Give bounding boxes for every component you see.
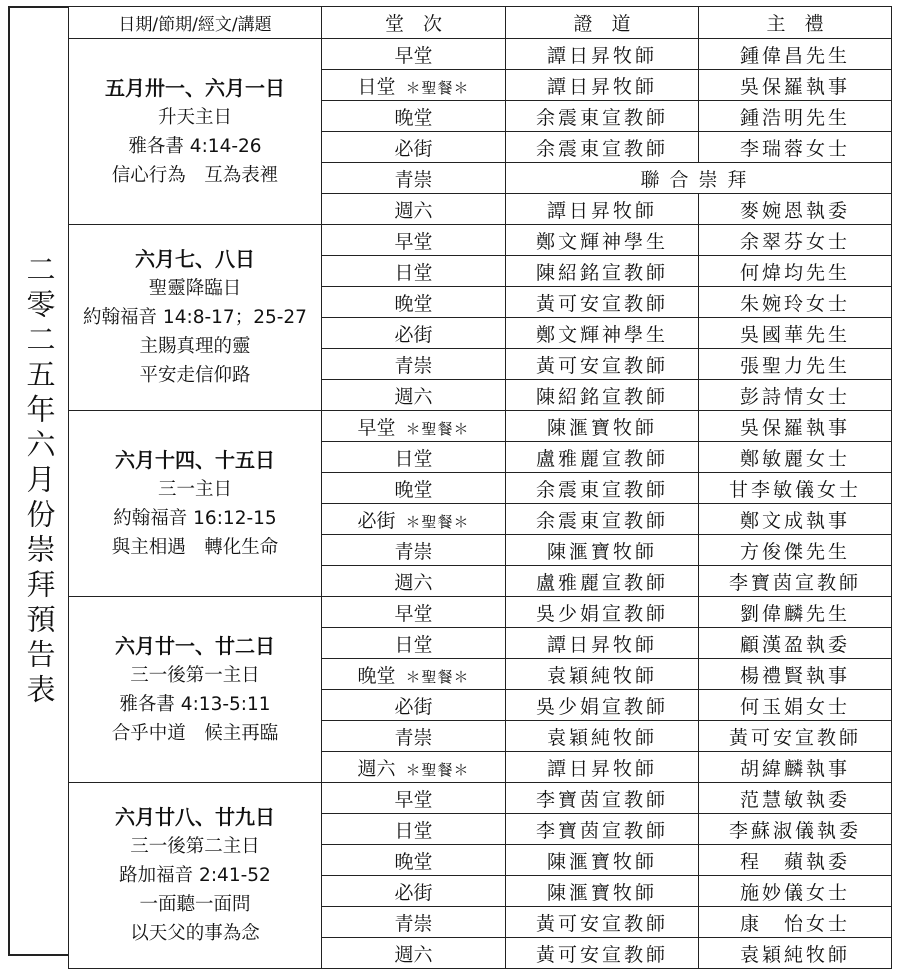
- host-cell: 李瑞蓉女士: [699, 132, 892, 163]
- week-detail-line: 平安走信仰路: [139, 365, 251, 386]
- service-cell: [322, 473, 506, 504]
- table-row: [69, 597, 892, 628]
- host-cell: 鄭敏麗女士: [699, 442, 892, 473]
- host-cell: 朱婉玲女士: [699, 287, 892, 318]
- service-name: 青崇: [394, 912, 433, 935]
- service-cell: [322, 721, 506, 752]
- preacher-cell: 袁穎純牧師: [506, 659, 699, 690]
- worship-schedule-table: [68, 6, 892, 969]
- preacher-cell: 譚日昇牧師: [506, 39, 699, 70]
- week-detail-line: 合乎中道 候主再臨: [111, 722, 279, 744]
- week-detail-line: 路加福音 2:41-52: [119, 865, 271, 886]
- host-cell: 程 蘋執委: [699, 845, 892, 876]
- preacher-cell: 黃可安宣教師: [506, 287, 699, 318]
- service-cell: [322, 845, 506, 876]
- service-cell: [322, 39, 506, 70]
- week-date: 六月七、八日: [135, 247, 255, 271]
- week-date: 五月卅一、六月一日: [105, 75, 285, 100]
- side-title-box: [8, 6, 68, 956]
- week-detail-line: 三一後第二主日: [130, 836, 260, 857]
- preacher-cell: 陳滙寶牧師: [506, 876, 699, 907]
- schedule-body: [69, 39, 892, 969]
- week-detail-line: 以天父的事為念: [130, 923, 260, 944]
- week-detail-line: 升天主日: [157, 106, 232, 128]
- host-cell: 劉偉麟先生: [699, 597, 892, 628]
- week-detail-line: 信心行為 互為表裡: [111, 164, 279, 186]
- service-cell: [322, 597, 506, 628]
- service-name: 早堂: [394, 788, 433, 811]
- service-name: 早堂: [394, 602, 433, 625]
- preacher-cell: 黃可安宣教師: [506, 907, 699, 938]
- service-name: 晚堂: [394, 292, 433, 315]
- preacher-cell: 吳少娟宣教師: [506, 597, 699, 628]
- week-date-cell: [69, 783, 322, 969]
- communion-mark: ＊聖餐＊: [405, 760, 470, 779]
- side-title: 二零二五年六月份崇拜預告表: [22, 253, 57, 709]
- service-cell: [322, 70, 506, 101]
- host-cell: 甘李敏儀女士: [699, 473, 892, 504]
- merged-service-cell: 聯合崇拜: [506, 163, 892, 194]
- host-cell: 李蘇淑儀執委: [699, 814, 892, 845]
- host-cell: 黃可安宣教師: [699, 721, 892, 752]
- host-cell: 何煒均先生: [699, 256, 892, 287]
- host-cell: 余翠芬女士: [699, 225, 892, 256]
- preacher-cell: 鄭文輝神學生: [506, 318, 699, 349]
- host-cell: 何玉娟女士: [699, 690, 892, 721]
- host-cell: 康 怡女士: [699, 907, 892, 938]
- preacher-cell: 李寶茵宣教師: [506, 814, 699, 845]
- preacher-cell: 盧雅麗宣教師: [506, 442, 699, 473]
- header-row: [69, 7, 892, 39]
- service-cell: [322, 783, 506, 814]
- host-cell: 吳保羅執事: [699, 70, 892, 101]
- week-detail-line: 三一後第一主日: [130, 664, 260, 686]
- service-name: 早堂: [357, 416, 396, 439]
- host-cell: 張聖力先生: [699, 349, 892, 380]
- week-detail-line: 約翰福音 16:12-15: [113, 507, 277, 529]
- week-date: 六月十四、十五日: [115, 447, 275, 472]
- service-name: 青崇: [394, 726, 433, 749]
- communion-mark: ＊聖餐＊: [405, 512, 470, 531]
- service-name: 必街: [357, 509, 396, 532]
- week-date-cell: [69, 597, 322, 783]
- preacher-cell: 余震東宣教師: [506, 132, 699, 163]
- service-name: 青崇: [394, 354, 433, 377]
- service-cell: [322, 752, 506, 783]
- preacher-cell: 陳紹銘宣教師: [506, 380, 699, 411]
- preacher-cell: 譚日昇牧師: [506, 70, 699, 101]
- service-name: 青崇: [394, 540, 433, 563]
- preacher-cell: 陳滙寶牧師: [506, 535, 699, 566]
- service-name: 日堂: [394, 261, 433, 284]
- service-name: 日堂: [357, 75, 396, 98]
- service-cell: [322, 411, 506, 442]
- preacher-cell: 黃可安宣教師: [506, 938, 699, 969]
- preacher-cell: 吳少娟宣教師: [506, 690, 699, 721]
- preacher-cell: 袁穎純牧師: [506, 721, 699, 752]
- service-cell: [322, 349, 506, 380]
- preacher-cell: 譚日昇牧師: [506, 752, 699, 783]
- service-cell: [322, 659, 506, 690]
- preacher-cell: 李寶茵宣教師: [506, 783, 699, 814]
- week-date: 六月廿八、廿九日: [115, 805, 275, 829]
- week-detail-line: 主賜真理的靈: [139, 336, 251, 357]
- service-cell: [322, 132, 506, 163]
- host-cell: 顧漢盈執委: [699, 628, 892, 659]
- header-host: 主 禮: [699, 7, 892, 39]
- host-cell: 李寶茵宣教師: [699, 566, 892, 597]
- communion-mark: ＊聖餐＊: [405, 78, 470, 97]
- preacher-cell: 余震東宣教師: [506, 504, 699, 535]
- week-detail-line: 約翰福音 14:8-17；25-27: [83, 307, 307, 328]
- service-cell: [322, 504, 506, 535]
- communion-mark: ＊聖餐＊: [405, 667, 470, 686]
- service-cell: [322, 566, 506, 597]
- preacher-cell: 盧雅麗宣教師: [506, 566, 699, 597]
- service-cell: [322, 690, 506, 721]
- service-name: 週六: [394, 385, 433, 408]
- service-name: 晚堂: [394, 106, 433, 129]
- service-name: 日堂: [394, 633, 433, 656]
- preacher-cell: 譚日昇牧師: [506, 628, 699, 659]
- preacher-cell: 陳紹銘宣教師: [506, 256, 699, 287]
- week-detail-line: 聖靈降臨日: [148, 278, 242, 299]
- week-detail-line: 與主相遇 轉化生命: [111, 536, 279, 558]
- service-name: 必街: [394, 695, 433, 718]
- service-cell: [322, 194, 506, 225]
- header-preacher: 證 道: [506, 7, 699, 39]
- service-cell: [322, 318, 506, 349]
- preacher-cell: 鄭文輝神學生: [506, 225, 699, 256]
- header-service: 堂 次: [322, 7, 506, 39]
- host-cell: 施妙儀女士: [699, 876, 892, 907]
- service-name: 必街: [394, 881, 433, 904]
- table-row: [69, 411, 892, 442]
- preacher-cell: 余震東宣教師: [506, 473, 699, 504]
- service-name: 晚堂: [394, 478, 433, 501]
- host-cell: 鄭文成執事: [699, 504, 892, 535]
- service-name: 週六: [394, 943, 433, 966]
- host-cell: 吳國華先生: [699, 318, 892, 349]
- service-cell: [322, 101, 506, 132]
- service-name: 日堂: [394, 447, 433, 470]
- service-cell: [322, 535, 506, 566]
- communion-mark: ＊聖餐＊: [405, 419, 470, 438]
- service-name: 晚堂: [357, 664, 396, 687]
- service-cell: [322, 907, 506, 938]
- service-name: 日堂: [394, 819, 433, 842]
- service-name: 週六: [394, 571, 433, 594]
- host-cell: 鍾偉昌先生: [699, 39, 892, 70]
- week-detail-line: 雅各書 4:13-5:11: [119, 693, 271, 715]
- preacher-cell: 譚日昇牧師: [506, 194, 699, 225]
- week-date-cell: [69, 39, 322, 225]
- week-date: 六月廿一、廿二日: [115, 633, 275, 658]
- service-cell: [322, 876, 506, 907]
- host-cell: 方俊傑先生: [699, 535, 892, 566]
- preacher-cell: 黃可安宣教師: [506, 349, 699, 380]
- week-detail-line: 三一主日: [157, 478, 232, 500]
- preacher-cell: 陳滙寶牧師: [506, 845, 699, 876]
- service-cell: [322, 380, 506, 411]
- host-cell: 麥婉恩執委: [699, 194, 892, 225]
- host-cell: 吳保羅執事: [699, 411, 892, 442]
- table-row: [69, 39, 892, 70]
- week-detail-line: 一面聽一面問: [139, 894, 251, 915]
- service-cell: [322, 225, 506, 256]
- preacher-cell: 余震東宣教師: [506, 101, 699, 132]
- host-cell: 胡緯麟執事: [699, 752, 892, 783]
- service-name: 晚堂: [394, 850, 433, 873]
- service-name: 早堂: [394, 44, 433, 67]
- preacher-cell: 陳滙寶牧師: [506, 411, 699, 442]
- week-detail-line: 雅各書 4:14-26: [128, 135, 262, 157]
- host-cell: 鍾浩明先生: [699, 101, 892, 132]
- service-name: 青崇: [394, 168, 433, 191]
- host-cell: 彭詩情女士: [699, 380, 892, 411]
- service-cell: [322, 256, 506, 287]
- service-cell: [322, 628, 506, 659]
- host-cell: 范慧敏執委: [699, 783, 892, 814]
- week-date-cell: [69, 225, 322, 411]
- service-cell: [322, 287, 506, 318]
- table-row: [69, 225, 892, 256]
- service-name: 必街: [394, 137, 433, 160]
- service-name: 週六: [394, 199, 433, 222]
- service-name: 必街: [394, 323, 433, 346]
- service-name: 早堂: [394, 230, 433, 253]
- week-date-cell: [69, 411, 322, 597]
- host-cell: 楊禮賢執事: [699, 659, 892, 690]
- service-name: 週六: [357, 757, 396, 780]
- header-date: 日期/節期/經文/講題: [69, 7, 322, 39]
- service-cell: [322, 163, 506, 194]
- service-cell: [322, 442, 506, 473]
- host-cell: 袁穎純牧師: [699, 938, 892, 969]
- service-cell: [322, 814, 506, 845]
- table-row: [69, 783, 892, 814]
